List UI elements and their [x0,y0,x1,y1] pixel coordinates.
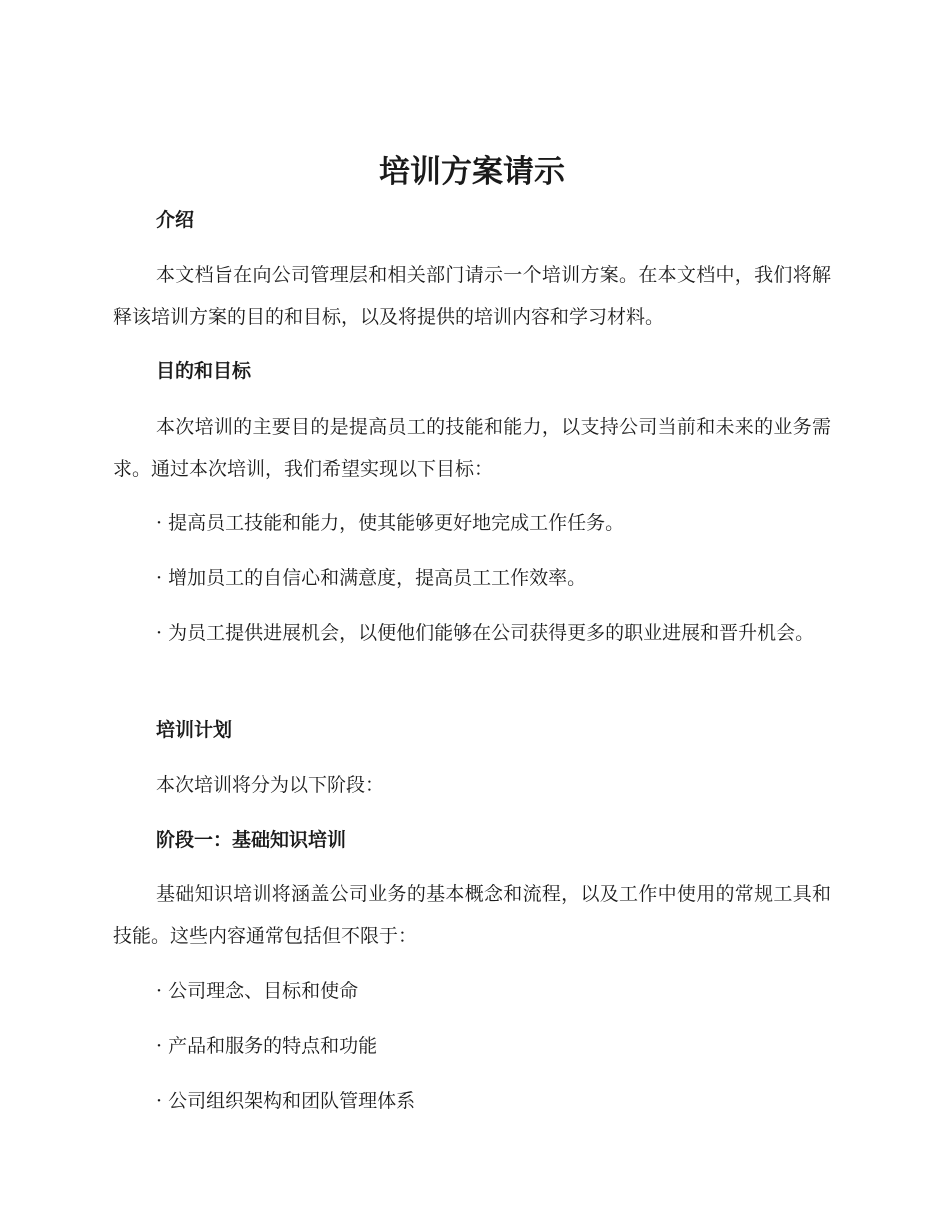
section-heading-goals: 目的和目标 [156,360,252,382]
goals-bullet-3: · 为员工提供进展机会，以便他们能够在公司获得更多的职业进展和晋升机会。 [156,622,815,644]
document-title: 培训方案请示 [379,154,565,190]
phase1-bullet-3: · 公司组织架构和团队管理体系 [156,1090,416,1112]
intro-paragraph: 本文档旨在向公司管理层和相关部门请示一个培训方案。在本文档中，我们将解释该培训方案的目的和目标，以及将提供的培训内容和学习材料。 [113,264,831,328]
phase1-bullet-2: · 产品和服务的特点和功能 [156,1035,378,1057]
section-heading-intro: 介绍 [156,209,195,231]
plan-paragraph: 本次培训将分为以下阶段： [156,774,385,796]
goals-bullet-1: · 提高员工技能和能力，使其能够更好地完成工作任务。 [156,512,625,534]
phase1-bullet-1: · 公司理念、目标和使命 [156,980,359,1002]
goals-bullet-2: · 增加员工的自信心和满意度，提高员工工作效率。 [156,567,587,589]
section-heading-phase1: 阶段一：基础知识培训 [156,829,347,851]
phase1-paragraph: 基础知识培训将涵盖公司业务的基本概念和流程，以及工作中使用的常规工具和技能。这些内容通常包括但不限于： [113,883,831,947]
goals-paragraph: 本次培训的主要目的是提高员工的技能和能力，以支持公司当前和未来的业务需求。通过本次培训，我们希望实现以下目标： [113,416,831,480]
section-heading-plan: 培训计划 [156,719,233,741]
